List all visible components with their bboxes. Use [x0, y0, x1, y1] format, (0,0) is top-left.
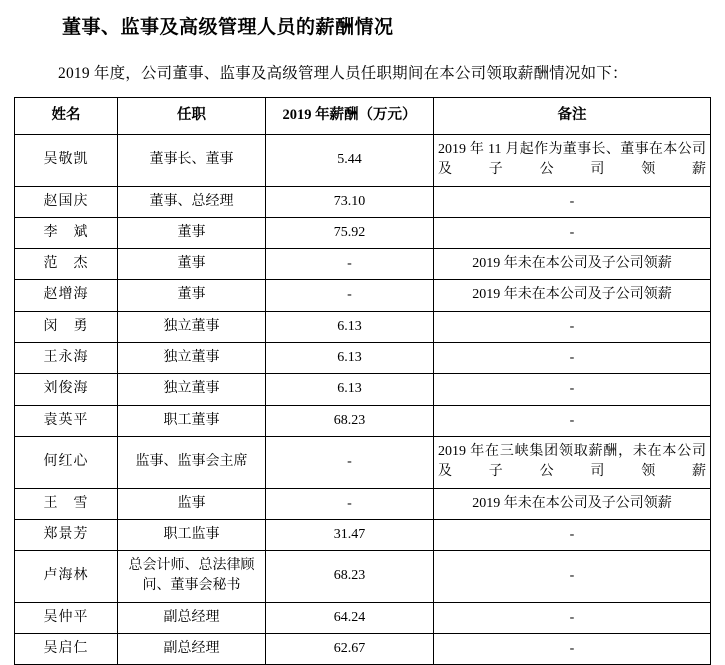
- cell-name: 赵增海: [15, 280, 118, 311]
- cell-pay: -: [266, 436, 434, 488]
- cell-name: 吴仲平: [15, 602, 118, 633]
- cell-name: 王 雪: [15, 488, 118, 519]
- cell-pay: 6.13: [266, 343, 434, 374]
- cell-pay: 31.47: [266, 519, 434, 550]
- column-header-role: 任职: [118, 98, 266, 135]
- cell-role: 独立董事: [118, 343, 266, 374]
- cell-remark: -: [434, 343, 711, 374]
- table-header: [15, 98, 711, 135]
- cell-name: 范 杰: [15, 249, 118, 280]
- column-header-remark: 备注: [434, 98, 711, 135]
- cell-name: 李 斌: [15, 217, 118, 248]
- table-row: [15, 135, 711, 187]
- cell-name: 何红心: [15, 436, 118, 488]
- cell-name: 吴敬凯: [15, 135, 118, 187]
- cell-name: 赵国庆: [15, 186, 118, 217]
- cell-remark: -: [434, 374, 711, 405]
- table-body: [15, 135, 711, 665]
- table-row: [15, 280, 711, 311]
- cell-pay: 68.23: [266, 405, 434, 436]
- table-row: [15, 634, 711, 665]
- cell-name: 刘俊海: [15, 374, 118, 405]
- cell-remark: 2019 年在三峡集团领取薪酬，未在本公司及子公司领薪: [434, 436, 711, 488]
- compensation-table: [14, 97, 711, 665]
- column-header-pay: 2019 年薪酬（万元）: [266, 98, 434, 135]
- cell-role: 总会计师、总法律顾问、董事会秘书: [118, 551, 266, 603]
- table-row: [15, 551, 711, 603]
- column-header-name: 姓名: [15, 98, 118, 135]
- cell-pay: -: [266, 488, 434, 519]
- cell-remark: 2019 年未在本公司及子公司领薪: [434, 249, 711, 280]
- table-row: [15, 343, 711, 374]
- cell-pay: 75.92: [266, 217, 434, 248]
- cell-role: 副总经理: [118, 602, 266, 633]
- cell-role: 董事长、董事: [118, 135, 266, 187]
- cell-remark: -: [434, 217, 711, 248]
- table-row: [15, 186, 711, 217]
- page-title: 董事、监事及高级管理人员的薪酬情况: [62, 17, 394, 38]
- cell-remark: -: [434, 634, 711, 665]
- table-row: [15, 488, 711, 519]
- cell-remark: 2019 年 11 月起作为董事长、董事在本公司及子公司领薪: [434, 135, 711, 187]
- table-row: [15, 519, 711, 550]
- table-row: [15, 217, 711, 248]
- intro-paragraph: 2019 年度，公司董事、监事及高级管理人员任职期间在本公司领取薪酬情况如下：: [58, 65, 628, 82]
- cell-pay: -: [266, 280, 434, 311]
- cell-pay: -: [266, 249, 434, 280]
- table-header-row: [15, 98, 711, 135]
- cell-remark: 2019 年未在本公司及子公司领薪: [434, 280, 711, 311]
- cell-name: 王永海: [15, 343, 118, 374]
- cell-role: 独立董事: [118, 311, 266, 342]
- cell-remark: 2019 年未在本公司及子公司领薪: [434, 488, 711, 519]
- cell-name: 郑景芳: [15, 519, 118, 550]
- cell-role: 董事: [118, 217, 266, 248]
- cell-role: 职工监事: [118, 519, 266, 550]
- cell-role: 监事: [118, 488, 266, 519]
- cell-name: 吴启仁: [15, 634, 118, 665]
- table-row: [15, 405, 711, 436]
- cell-name: 闵 勇: [15, 311, 118, 342]
- table-row: [15, 602, 711, 633]
- cell-role: 独立董事: [118, 374, 266, 405]
- cell-remark: -: [434, 551, 711, 603]
- cell-role: 职工董事: [118, 405, 266, 436]
- cell-role: 副总经理: [118, 634, 266, 665]
- table-row: [15, 436, 711, 488]
- cell-remark: -: [434, 519, 711, 550]
- cell-pay: 68.23: [266, 551, 434, 603]
- cell-pay: 6.13: [266, 311, 434, 342]
- cell-pay: 64.24: [266, 602, 434, 633]
- document-page: [0, 12, 725, 656]
- cell-pay: 5.44: [266, 135, 434, 187]
- cell-name: 卢海林: [15, 551, 118, 603]
- table-row: [15, 374, 711, 405]
- table-row: [15, 249, 711, 280]
- cell-name: 袁英平: [15, 405, 118, 436]
- cell-pay: 6.13: [266, 374, 434, 405]
- cell-remark: -: [434, 186, 711, 217]
- cell-pay: 73.10: [266, 186, 434, 217]
- cell-remark: -: [434, 602, 711, 633]
- cell-role: 董事: [118, 249, 266, 280]
- cell-role: 董事: [118, 280, 266, 311]
- cell-role: 监事、监事会主席: [118, 436, 266, 488]
- cell-remark: -: [434, 405, 711, 436]
- cell-remark: -: [434, 311, 711, 342]
- table-row: [15, 311, 711, 342]
- cell-role: 董事、总经理: [118, 186, 266, 217]
- cell-pay: 62.67: [266, 634, 434, 665]
